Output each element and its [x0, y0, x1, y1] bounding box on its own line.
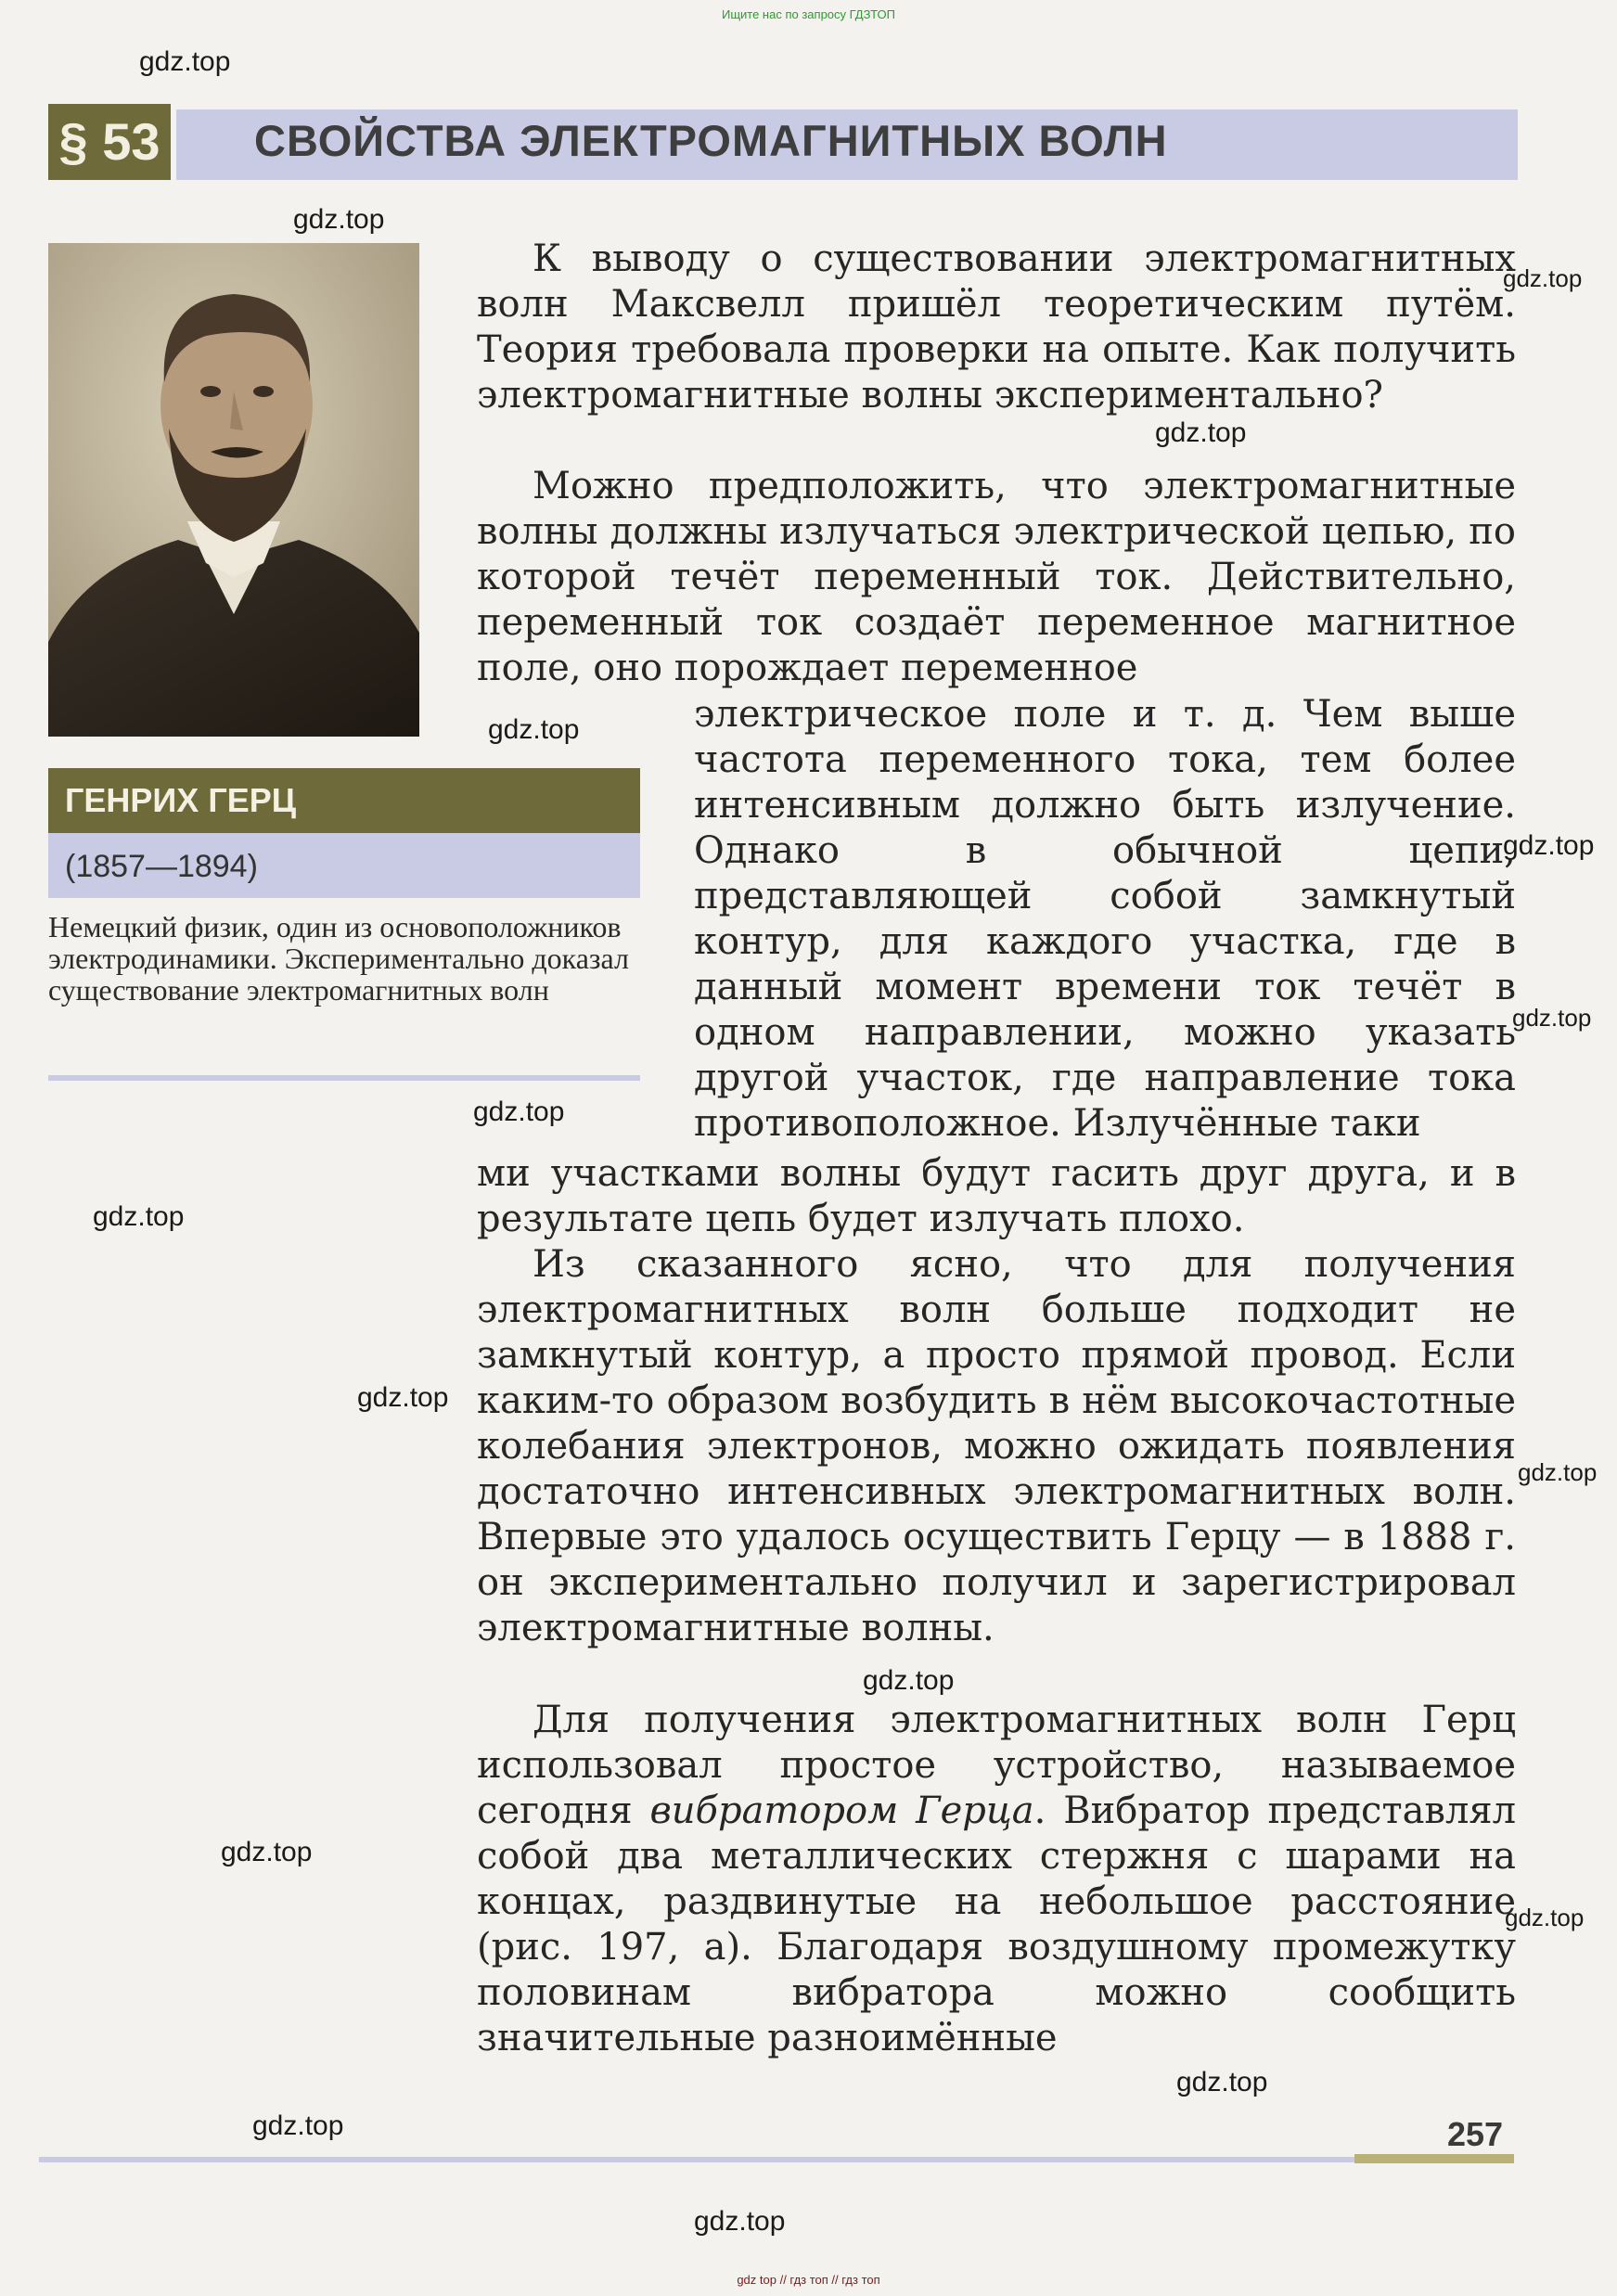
watermark: gdz.top	[1503, 830, 1595, 861]
watermark: gdz.top	[488, 714, 580, 745]
watermark: gdz.top	[1505, 1904, 1585, 1931]
watermark: gdz.top	[1503, 264, 1583, 292]
paragraph-2-text-c: ми участками волны будут гасить друг друга, и в результате цепь будет излучать плохо.	[477, 1152, 1516, 1240]
watermark: gdz.top	[473, 1097, 565, 1127]
scientist-years: (1857—1894)	[65, 849, 258, 884]
vibrator-term: вибратором Герца	[649, 1789, 1034, 1832]
watermark: gdz.top	[252, 2110, 344, 2141]
paragraph-4-text	[477, 1698, 1516, 2061]
paragraph-4-part-2: . Вибратор представлял собой два металлических стержня с шарами на концах, раздвинутые на небольшое расстояние (рис. 197, а). Благодаря воздушному промежутку половинам вибратора можно сообщить значительные разноимённые	[477, 1789, 1516, 2059]
paragraph-2-text-a: Можно предположить, что электромагнитные волны должны излучаться электрической цепью, по которой течёт переменный ток. Действительно, переменный ток создаёт переменное магнитное поле, оно порождает переменное	[477, 465, 1516, 689]
watermark: gdz.top	[221, 1837, 313, 1867]
paragraph-4-part-1: Для получения электромагнитных волн Герц использовал простое устройство, называемое сегодня	[477, 1699, 1516, 1832]
page-number: 257	[1447, 2115, 1504, 2153]
search-hint-link[interactable]: Ищите нас по запросу ГДЗТОП	[721, 7, 895, 21]
footer-link[interactable]: gdz top // гдз топ // гдз топ	[737, 2273, 880, 2287]
watermark: gdz.top	[1176, 2067, 1268, 2097]
paragraph-2-middle	[694, 692, 1516, 1147]
section-title: СВОЙСТВА ЭЛЕКТРОМАГНИТНЫХ ВОЛН	[254, 116, 1168, 165]
watermark: gdz.top	[357, 1382, 449, 1413]
watermark: gdz.top	[93, 1201, 185, 1232]
watermark: gdz.top	[694, 2206, 786, 2237]
watermark: gdz.top	[1512, 1004, 1592, 1032]
section-number-badge: § 53	[48, 104, 171, 180]
paragraph-3	[477, 1242, 1516, 1651]
footer-rule	[39, 2157, 1514, 2162]
watermark: gdz.top	[1518, 1458, 1598, 1486]
paragraph-2-text-b: электрическое поле и т. д. Чем выше частота переменного тока, тем более интенсивным должно быть излучение. Однако в обычной цепи, представляющей собой замкнутый контур, для каждого участка, где в данный момент времени ток течёт в одном направлении, можно указать другой участок, где направление тока противоположное. Излучённые таки	[694, 693, 1516, 1145]
watermark: gdz.top	[293, 204, 385, 235]
watermark: gdz.top	[863, 1665, 955, 1696]
watermark: gdz.top	[139, 46, 231, 77]
paragraph-3-text: Из сказанного ясно, что для получения электромагнитных волн больше подходит не замкнутый контур, а просто прямой провод. Если каким-то образом возбудить в нём высокочастотные колебания электронов, можно ожидать появления достаточно интенсивных электромагнитных волн. Впервые это удалось осуществить Герцу — в 1888 г. он экспериментально получил и зарегистрировал электромагнитные волны.	[477, 1243, 1516, 1649]
scientist-name: ГЕНРИХ ГЕРЦ	[65, 781, 297, 819]
footer-accent	[1354, 2154, 1514, 2163]
scientist-caption: Немецкий физик, один из основоположников электродинамики. Экспериментально доказал существование электромагнитных волн	[48, 910, 629, 1007]
watermark: gdz.top	[1155, 417, 1247, 448]
paragraph-1	[477, 237, 1516, 418]
paragraph-4	[477, 1698, 1516, 2061]
caption-divider	[48, 1075, 640, 1081]
paragraph-2-top	[477, 464, 1516, 691]
portrait-image	[48, 243, 419, 737]
paragraph-1-text: К выводу о существовании электромагнитных волн Максвелл пришёл теоретическим путём. Теория требовала проверки на опыте. Как получить электромагнитные волны экспериментально?	[477, 237, 1516, 417]
paragraph-2-bottom	[477, 1151, 1516, 1242]
